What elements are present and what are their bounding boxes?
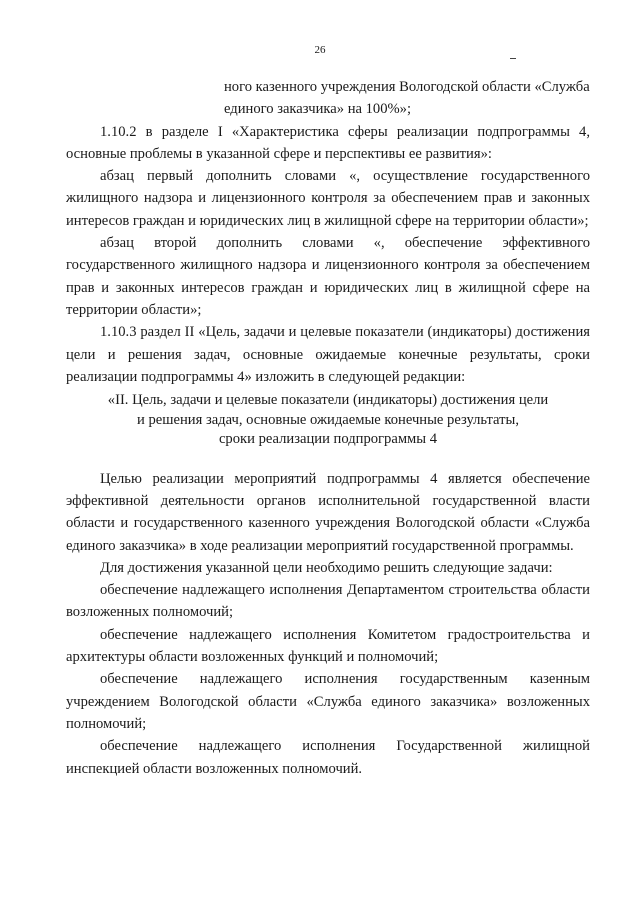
paragraph-abzac-second: абзац второй дополнить словами «, обеспечение эффективного государственного жилищного надзора и лицензионного контроля за обеспечением прав и законных интересов граждан и юридических лиц в жилищной сфере на территории области»; [66,235,590,318]
paragraph-abzac-first: абзац первый дополнить словами «, осуществление государственного жилищного надзора и лицензионного контроля за обеспечением прав и законных интересов граждан и юридических лиц в жилищной сфере на территории области»; [66,168,590,229]
scan-mark [510,58,516,59]
spacer [66,450,590,468]
paragraph-goal: Целью реализации мероприятий подпрограммы 4 является обеспечение эффективной деятельности органов исполнительной государственной власти области и государственного казенного учреждения Вологодской области «Служба единого заказчика» в ходе реализации мероприятий государственной программы. [66,470,590,554]
paragraph-1-10-3: 1.10.3 раздел II «Цель, задачи и целевые показатели (индикаторы) достижения цели и решения задач, основные ожидаемые конечные результаты, сроки реализации подпрограммы 4» изложить в следующей редакции: [66,324,590,385]
task-item-1: обеспечение надлежащего исполнения Департаментом строительства области возложенных полномочий; [66,582,590,621]
task-item-2: обеспечение надлежащего исполнения Комитетом градостроительства и архитектуры области возложенных функций и полномочий; [66,626,590,666]
section-heading-line-2: и решения задач, основные ожидаемые конечные результаты, [137,411,519,428]
continuation-line-1: ного казенного учреждения Вологодской области «Служба [224,79,590,95]
task-item-4-line-2: инспекцией области возложенных полномочий. [66,760,363,777]
section-heading-line-3: сроки реализации подпрограммы 4 [218,431,438,448]
document-body [66,76,590,780]
task-item-4-line-1: обеспечение надлежащего исполнения Государственной жилищной [100,738,590,755]
paragraph-tasks-intro: Для достижения указанной цели необходимо решить следующие задачи: [100,559,553,576]
task-item-3: обеспечение надлежащего исполнения государственным казенным учреждением Вологодской области «Служба единого заказчика» возложенных полномочий; [66,671,590,732]
section-heading-line-1: «II. Цель, задачи и целевые показатели (индикаторы) достижения цели [107,392,549,409]
paragraph-1-10-2: 1.10.2 в разделе I «Характеристика сферы реализации подпрограммы 4, основные проблемы в указанной сфере и перспективы ее развития»: [66,123,590,162]
page-number: 26 [314,44,326,56]
continuation-line-2: единого заказчика» на 100%»; [224,101,412,118]
section-heading [66,391,590,450]
